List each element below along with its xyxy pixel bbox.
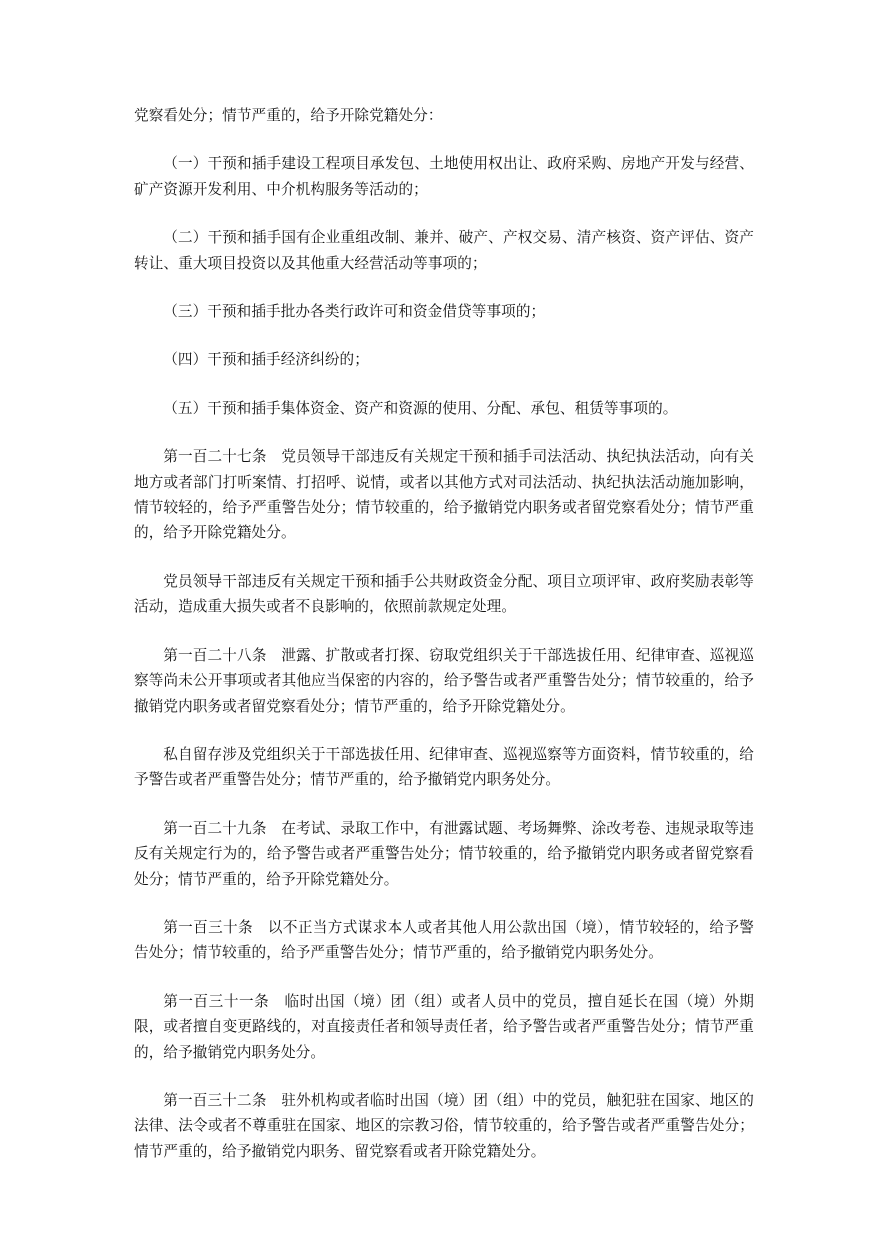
article-128-clause-2: 私自留存涉及党组织关于干部选拔任用、纪律审查、巡视巡察等方面资料，情节较重的，给予警告或者严重警告处分；情节严重的，给予撤销党内职务处分。	[134, 745, 754, 789]
paragraph-item-3: （三）干预和插手批办各类行政许可和资金借贷等事项的；	[163, 303, 546, 321]
article-127: 第一百二十七条 党员领导干部违反有关规定干预和插手司法活动、执纪执法活动，向有关地方或者部门打听案情、打招呼、说情，或者以其他方式对司法活动、执纪执法活动施加影响，情节较轻的，给予严重警告处分；情节较重的，给予撤销党内职务或者留党察看处分；情节严重的，给予开除党籍处分。	[134, 448, 754, 542]
paragraph-continuation: 党察看处分；情节严重的，给予开除党籍处分：	[134, 107, 443, 124]
paragraph-item-5: （五）干预和插手集体资金、资产和资源的使用、分配、承包、租赁等事项的。	[163, 399, 678, 417]
article-127-clause-2: 党员领导干部违反有关规定干预和插手公共财政资金分配、项目立项评审、政府奖励表彰等活动，造成重大损失或者不良影响的，依照前款规定处理。	[134, 572, 754, 616]
article-132: 第一百三十二条 驻外机构或者临时出国（境）团（组）中的党员，触犯驻在国家、地区的法律、法令或者不尊重驻在国家、地区的宗教习俗，情节较重的，给予警告或者严重警告处分；情节严重的，给予撤销党内职务、留党察看或者开除党籍处分。	[134, 1091, 754, 1160]
paragraph-item-2: （二）干预和插手国有企业重组改制、兼并、破产、产权交易、清产核资、资产评估、资产转让、重大项目投资以及其他重大经营活动等事项的；	[134, 229, 754, 272]
paragraph-item-1: （一）干预和插手建设工程项目承发包、土地使用权出让、政府采购、房地产开发与经营、矿产资源开发利用、中介机构服务等活动的；	[134, 155, 754, 198]
document-body	[134, 103, 754, 1187]
paragraph-item-4: （四）干预和插手经济纠纷的；	[163, 351, 369, 369]
article-129: 第一百二十九条 在考试、录取工作中，有泄露试题、考场舞弊、涂改考卷、违规录取等违反有关规定行为的，给予警告或者严重警告处分；情节较重的，给予撤销党内职务或者留党察看处分；情节严重的，给予开除党籍处分。	[134, 819, 754, 888]
article-128: 第一百二十八条 泄露、扩散或者打探、窃取党组织关于干部选拔任用、纪律审查、巡视巡察等尚未公开事项或者其他应当保密的内容的，给予警告或者严重警告处分；情节较重的，给予撤销党内职务或者留党察看处分；情节严重的，给予开除党籍处分。	[134, 646, 754, 715]
article-130: 第一百三十条 以不正当方式谋求本人或者其他人用公款出国（境），情节较轻的，给予警告处分；情节较重的，给予严重警告处分；情节严重的，给予撤销党内职务处分。	[134, 918, 754, 962]
article-131: 第一百三十一条 临时出国（境）团（组）或者人员中的党员，擅自延长在国（境）外期限，或者擅自变更路线的，对直接责任者和领导责任者，给予警告或者严重警告处分；情节严重的，给予撤销党内职务处分。	[134, 992, 754, 1061]
